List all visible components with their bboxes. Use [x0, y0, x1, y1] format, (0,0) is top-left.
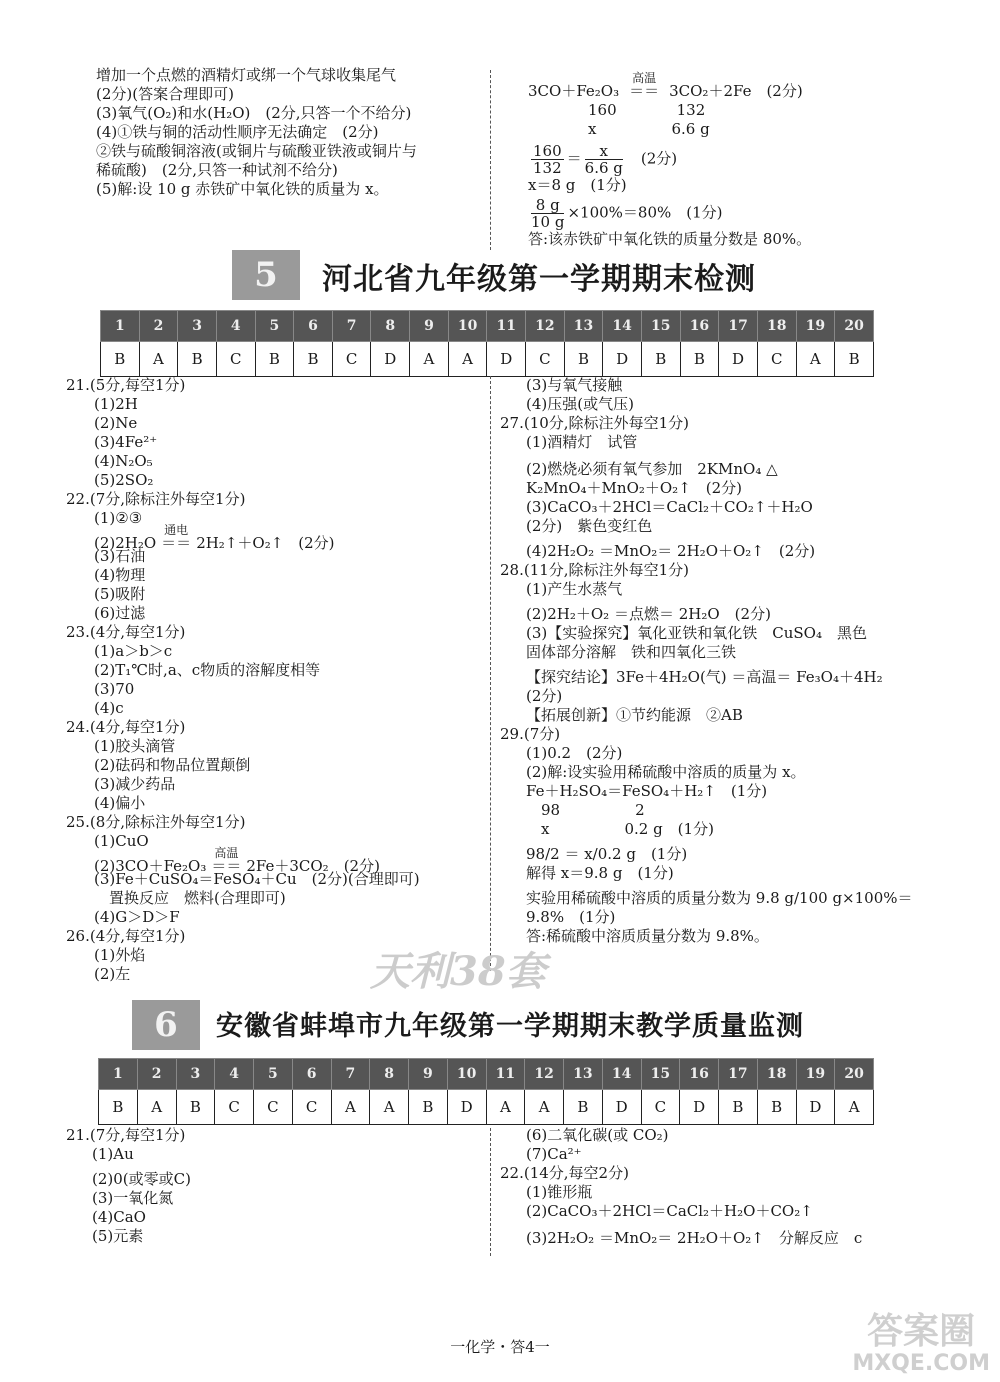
text-line: 增加一个点燃的酒精灯或绑一个气球收集尾气 [96, 66, 397, 84]
question-number-cell: 8 [370, 1059, 409, 1090]
question-number-cell: 18 [757, 311, 796, 342]
text-line: 置换反应 燃料(合理即可) [94, 889, 286, 907]
question-number-cell: 15 [641, 311, 680, 342]
text-line: 24.(4分,每空1分) [66, 718, 186, 736]
text-line: (2分)(答案合理即可) [96, 85, 234, 103]
answer-cell: B [564, 342, 603, 377]
eq-arrow: 通电 ＝＝ [156, 534, 196, 553]
text-line: (1)外焰 [94, 946, 146, 964]
text-line: (5)解:设 10 g 赤铁矿中氧化铁的质量为 x。 [96, 180, 389, 198]
text-line: (4)2H₂O₂ ＝MnO₂＝ 2H₂O＋O₂↑ (2分) [526, 542, 816, 560]
question-number-cell: 11 [486, 1059, 525, 1090]
question-number-cell: 10 [447, 1059, 486, 1090]
answer-cell: B [835, 342, 874, 377]
question-number-cell: 13 [564, 311, 603, 342]
logo-text: 答案圈 [867, 1311, 976, 1352]
site-logo [852, 1312, 990, 1376]
question-number-cell: 20 [835, 311, 874, 342]
eq-right: 2Fe＋3CO₂ (2分) [246, 857, 380, 875]
fraction [531, 197, 564, 230]
question-number-cell: 12 [526, 311, 565, 342]
text-line: 固体部分溶解 铁和四氧化三铁 [526, 643, 737, 661]
answer-line: 答:该赤铁矿中氧化铁的质量分数是 80%。 [528, 230, 812, 248]
answer-cell: A [370, 1090, 409, 1125]
equation-line [528, 71, 908, 101]
text-line: (3)与氧气接触 [526, 376, 623, 394]
question-number-cell: 13 [564, 1059, 603, 1090]
question-number-cell: 9 [409, 1059, 448, 1090]
table-answer-row [101, 342, 874, 377]
question-number-cell: 7 [332, 311, 371, 342]
answer-cell: C [254, 1090, 293, 1125]
text-line: 解得 x＝9.8 g (1分) [526, 864, 674, 882]
section-5-right-column [500, 376, 913, 946]
eq-right: 3CO₂＋2Fe (2分) [669, 82, 803, 100]
text-line: (2)燃烧必须有氧气参加 2KMnO₄ △ [526, 460, 778, 478]
section-5-header [232, 250, 842, 304]
text-line: x 0.2 g (1分) [526, 820, 714, 838]
text-line: 22.(7分,除标注外每空1分) [66, 490, 246, 508]
answer-cell: D [371, 342, 410, 377]
section-title: 安徽省蚌埠市九年级第一学期期末教学质量监测 [216, 1011, 804, 1042]
mass-line: x 6.6 g [588, 120, 710, 138]
text-line: (4)压强(或气压) [526, 395, 634, 413]
answer-cell: D [602, 1090, 641, 1125]
text-line: (2)CaCO₃＋2HCl＝CaCl₂＋H₂O＋CO₂↑ [526, 1202, 813, 1220]
question-number-cell: 1 [99, 1059, 138, 1090]
text-line: K₂MnO₄＋MnO₂＋O₂↑ (2分) [526, 479, 743, 497]
text-line: (3)减少药品 [94, 775, 176, 793]
text-line: 答:稀硫酸中溶质质量分数为 9.8%。 [526, 927, 769, 945]
text-line: (4)CaO [92, 1208, 146, 1226]
text-line: (3)一氧化氮 [92, 1189, 174, 1207]
answer-cell: A [486, 1090, 525, 1125]
text-line: 23.(4分,每空1分) [66, 623, 186, 641]
answer-cell: A [448, 342, 487, 377]
question-number-cell: 6 [294, 311, 333, 342]
column-divider [490, 70, 491, 250]
answer-cell: D [719, 342, 758, 377]
text-line: 22.(14分,每空2分) [500, 1164, 629, 1182]
answer-table-6 [98, 1058, 874, 1125]
section-title: 河北省九年级第一学期期末检测 [322, 262, 756, 297]
answer-cell: A [410, 342, 449, 377]
section-6-left-column [66, 1126, 486, 1246]
text-line: (1)产生水蒸气 [526, 580, 623, 598]
question-number-cell: 16 [680, 1059, 719, 1090]
text-line: 98 2 [526, 801, 645, 819]
text-line: 9.8% (1分) [526, 908, 616, 926]
result-line: x＝8 g (1分) [528, 176, 627, 194]
eq-left: (2)2H₂O [94, 534, 157, 552]
text-line: 【拓展创新】①节约能源 ②AB [526, 706, 743, 724]
answer-cell: C [215, 1090, 254, 1125]
fraction [585, 143, 623, 176]
eq-left: (2)3CO＋Fe₂O₃ [94, 857, 207, 875]
text-line: ②铁与硫酸铜溶液(或铜片与硫酸亚铁液或铜片与 [96, 142, 417, 160]
fraction-denominator: 10 g [531, 213, 565, 231]
text-line: 28.(11分,除标注外每空1分) [500, 561, 689, 579]
question-number-cell: 1 [101, 311, 140, 342]
text-line: (2分) 紫色变红色 [526, 517, 653, 535]
eq-condition: 通电 [164, 523, 189, 537]
text-line: (1)酒精灯 试管 [526, 433, 638, 451]
question-number-cell: 8 [371, 311, 410, 342]
text-line: 25.(8分,除标注外每空1分) [66, 813, 246, 831]
question-number-cell: 10 [448, 311, 487, 342]
text-line: (3)70 [94, 680, 135, 698]
section-number: 5 [232, 250, 300, 300]
text-line: (1)Au [92, 1145, 134, 1163]
text-line: (3)石油 [94, 547, 146, 565]
answer-table-5 [100, 310, 874, 377]
table-answer-row [99, 1090, 874, 1125]
eq-condition: 高温 [632, 71, 657, 85]
question-number-cell: 3 [176, 1059, 215, 1090]
eq-condition: 高温 [214, 846, 239, 860]
question-number-cell: 17 [719, 1059, 758, 1090]
question-number-cell: 3 [178, 311, 217, 342]
answer-cell: B [255, 342, 294, 377]
text-line: (3)2H₂O₂ ＝MnO₂＝ 2H₂O＋O₂↑ 分解反应 c [526, 1229, 863, 1247]
text-line: 26.(4分,每空1分) [66, 927, 186, 945]
answer-cell: B [409, 1090, 448, 1125]
answer-cell: A [525, 1090, 564, 1125]
text-line: (2)0(或零或C) [92, 1170, 191, 1188]
eq-left: 3CO＋Fe₂O₃ [528, 82, 620, 100]
text-line: 98/2 ＝ x/0.2 g (1分) [526, 845, 688, 863]
answer-cell: B [176, 1090, 215, 1125]
text-line: (1)2H [94, 395, 138, 413]
question-number-cell: 18 [757, 1059, 796, 1090]
equals-sign: ＝ [566, 149, 582, 168]
question-number-cell: 5 [255, 311, 294, 342]
question-number-cell: 11 [487, 311, 526, 342]
answer-cell: D [603, 342, 642, 377]
fraction-denominator: 6.6 g [584, 159, 623, 177]
table-header-row [99, 1059, 874, 1090]
text-line: (2分) [526, 687, 563, 705]
text-line: (1)胶头滴管 [94, 737, 176, 755]
section-number: 6 [132, 1000, 200, 1050]
text-line: (1)a＞b＞c [94, 642, 173, 660]
fraction-numerator: 8 g [531, 197, 564, 214]
text-line: (2)T₁℃时,a、c物质的溶解度相等 [94, 661, 321, 679]
answer-cell: C [526, 342, 565, 377]
text-line: (3)CaCO₃＋2HCl＝CaCl₂＋CO₂↑＋H₂O [526, 498, 813, 516]
answer-cell: B [680, 342, 719, 377]
section-6-header [132, 1000, 892, 1054]
question-number-cell: 20 [835, 1059, 874, 1090]
text-line: (4)物理 [94, 566, 146, 584]
table-header-row [101, 311, 874, 342]
column-divider [490, 1128, 491, 1256]
text-line: (4)偏小 [94, 794, 146, 812]
question-number-cell: 12 [525, 1059, 564, 1090]
answer-cell: B [719, 1090, 758, 1125]
text-line: (3)氧气(O₂)和水(H₂O) (2分,只答一个不给分) [96, 104, 412, 122]
text-line: (2)2H₂＋O₂ ＝点燃＝ 2H₂O (2分) [526, 605, 771, 623]
eq-arrow: 高温 ＝＝ [619, 82, 669, 101]
answer-cell: A [835, 1090, 874, 1125]
text-line: (4)①铁与铜的活动性顺序无法确定 (2分) [96, 123, 379, 141]
question-number-cell: 2 [137, 1059, 176, 1090]
text-line: (4)c [94, 699, 124, 717]
text-line: (3)【实验探究】氧化亚铁和氧化铁 CuSO₄ 黑色 [526, 624, 867, 642]
section-5-left-column [66, 376, 486, 984]
text-line: (6)过滤 [94, 604, 146, 622]
question-number-cell: 6 [292, 1059, 331, 1090]
question-number-cell: 19 [796, 311, 835, 342]
answer-cell: B [294, 342, 333, 377]
question-number-cell: 14 [602, 1059, 641, 1090]
text-line: 稀硫酸) (2分,只答一种试剂不给分) [96, 161, 338, 179]
text-line: (5)元素 [92, 1227, 144, 1245]
question-number-cell: 17 [719, 311, 758, 342]
percent-result: ×100%＝80% (1分) [567, 203, 723, 222]
text-line: (5)吸附 [94, 585, 146, 603]
watermark: 天利38套 [370, 948, 546, 995]
answer-cell: A [139, 342, 178, 377]
answer-cell: C [216, 342, 255, 377]
question-number-cell: 14 [603, 311, 642, 342]
answer-cell: B [564, 1090, 603, 1125]
text-line: 27.(10分,除标注外每空1分) [500, 414, 689, 432]
text-line: 21.(5分,每空1分) [66, 376, 186, 394]
answer-cell: D [796, 1090, 835, 1125]
answer-cell: D [680, 1090, 719, 1125]
text-line: (1)0.2 (2分) [526, 744, 623, 762]
text-line: 【探究结论】3Fe＋4H₂O(气) ＝高温＝ Fe₃O₄＋4H₂ [526, 668, 883, 686]
answer-cell: B [101, 342, 140, 377]
ratio-line [528, 143, 908, 176]
answer-cell: B [99, 1090, 138, 1125]
text-line: (2)左 [94, 965, 131, 983]
answer-cell: D [447, 1090, 486, 1125]
text-line: (3)4Fe²⁺ [94, 433, 158, 451]
text-line: (4)N₂O₅ [94, 452, 153, 470]
text-line: 实验用稀硫酸中溶质的质量分数为 9.8 g/100 g×100%＝ [526, 889, 913, 907]
text-line: 21.(7分,每空1分) [66, 1126, 186, 1144]
question-number-cell: 15 [641, 1059, 680, 1090]
top-right-column [528, 71, 908, 249]
fraction-numerator: x [585, 143, 623, 160]
question-number-cell: 5 [254, 1059, 293, 1090]
question-number-cell: 9 [410, 311, 449, 342]
section-6-right-column [500, 1126, 910, 1248]
score-note: (2分) [625, 149, 678, 168]
mass-line: 160 132 [588, 101, 706, 119]
eq-right: 2H₂↑＋O₂↑ (2分) [196, 534, 335, 552]
answer-cell: B [641, 342, 680, 377]
answer-cell: A [137, 1090, 176, 1125]
logo-url: MXQE.COM [852, 1351, 990, 1376]
page-footer: 一化学・答4一 [450, 1338, 550, 1356]
fraction [531, 143, 564, 176]
question-number-cell: 4 [215, 1059, 254, 1090]
eq-arrow: 高温 ＝＝ [206, 857, 246, 876]
answer-cell: B [757, 1090, 796, 1125]
answer-cell: C [641, 1090, 680, 1125]
question-number-cell: 19 [796, 1059, 835, 1090]
answer-cell: D [487, 342, 526, 377]
answer-cell: C [292, 1090, 331, 1125]
question-number-cell: 4 [216, 311, 255, 342]
answer-cell: A [331, 1090, 370, 1125]
answer-cell: B [178, 342, 217, 377]
text-line: Fe＋H₂SO₄＝FeSO₄＋H₂↑ (1分) [526, 782, 768, 800]
percent-line [528, 197, 908, 230]
text-line: (1)CuO [94, 832, 149, 850]
text-line: (5)2SO₂ [94, 471, 154, 489]
answer-cell: C [757, 342, 796, 377]
top-left-column [96, 66, 486, 199]
question-number-cell: 2 [139, 311, 178, 342]
text-line: (2)Ne [94, 414, 138, 432]
text-line: 29.(7分) [500, 725, 561, 743]
text-line: (2)砝码和物品位置颠倒 [94, 756, 251, 774]
fraction-numerator: 160 [533, 142, 562, 160]
text-line: (4)G＞D＞F [94, 908, 180, 926]
answer-cell: C [332, 342, 371, 377]
text-line: (1)锥形瓶 [526, 1183, 593, 1201]
question-number-cell: 16 [680, 311, 719, 342]
text-line: (1)②③ [94, 509, 143, 527]
answer-cell: A [796, 342, 835, 377]
text-line: (6)二氧化碳(或 CO₂) [526, 1126, 669, 1144]
fraction-denominator: 132 [533, 159, 562, 177]
text-line: (7)Ca²⁺ [526, 1145, 582, 1163]
column-divider [490, 376, 491, 971]
text-line: (3)Fe＋CuSO₄＝FeSO₄＋Cu (2分)(合理即可) [94, 870, 420, 888]
question-number-cell: 7 [331, 1059, 370, 1090]
text-line: (2)解:设实验用稀硫酸中溶质的质量为 x。 [526, 763, 806, 781]
